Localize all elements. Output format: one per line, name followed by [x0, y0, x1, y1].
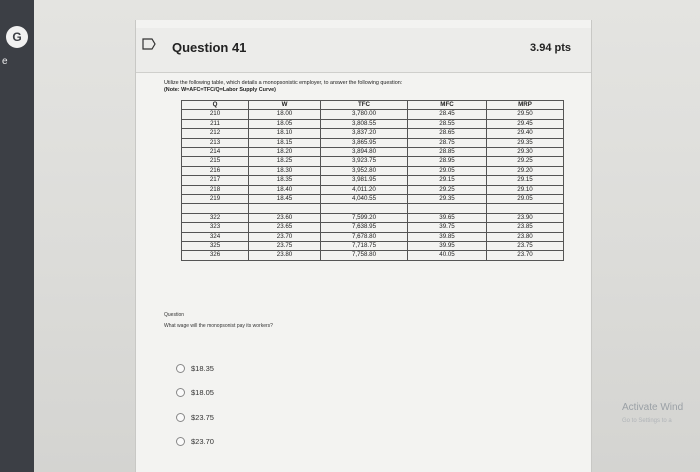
table-cell: 29.40	[487, 129, 564, 138]
table-row	[182, 251, 564, 260]
table-cell: 18.40	[249, 185, 321, 194]
table-cell: 18.05	[249, 119, 321, 128]
table-gap-row	[182, 204, 564, 213]
table-cell: 39.65	[408, 213, 487, 222]
answer-choice-4[interactable]	[176, 437, 214, 446]
table-cell: 218	[182, 185, 249, 194]
table-cell: 322	[182, 213, 249, 222]
table-cell: 23.75	[487, 242, 564, 251]
table-row	[182, 213, 564, 222]
table-cell: 326	[182, 251, 249, 260]
radio-button[interactable]	[176, 364, 185, 373]
data-table	[181, 100, 564, 261]
table-cell: 29.35	[487, 138, 564, 147]
table-cell: 28.75	[408, 138, 487, 147]
table-cell: 29.10	[487, 185, 564, 194]
table-cell: 215	[182, 157, 249, 166]
table-cell: 29.05	[487, 195, 564, 204]
table-row	[182, 138, 564, 147]
sidebar-text: e	[2, 56, 8, 67]
table-cell: 324	[182, 232, 249, 241]
table-cell: 7,718.75	[321, 242, 408, 251]
table-cell: 28.65	[408, 129, 487, 138]
table-cell: 29.15	[487, 176, 564, 185]
table-cell: 216	[182, 166, 249, 175]
table-cell: 18.00	[249, 110, 321, 119]
question-label: Question	[164, 312, 185, 318]
table-cell: 29.25	[487, 157, 564, 166]
table-cell: 39.85	[408, 232, 487, 241]
table-cell: 7,599.20	[321, 213, 408, 222]
table-row	[182, 119, 564, 128]
table-cell: 217	[182, 176, 249, 185]
table-cell: 213	[182, 138, 249, 147]
table-cell: 23.90	[487, 213, 564, 222]
table-cell: 7,638.95	[321, 223, 408, 232]
table-cell: 18.25	[249, 157, 321, 166]
question-points: 3.94 pts	[530, 42, 571, 54]
table-row	[182, 129, 564, 138]
table-cell: 29.50	[487, 110, 564, 119]
table-cell: 23.80	[487, 232, 564, 241]
table-cell: 23.60	[249, 213, 321, 222]
table-cell: 23.85	[487, 223, 564, 232]
question-card	[135, 20, 592, 472]
table-cell: 29.05	[408, 166, 487, 175]
table-cell: 3,981.95	[321, 176, 408, 185]
table-cell: 28.55	[408, 119, 487, 128]
table-cell: 219	[182, 195, 249, 204]
table-row	[182, 232, 564, 241]
table-cell: 29.15	[408, 176, 487, 185]
table-cell: 7,678.80	[321, 232, 408, 241]
table-cell: 323	[182, 223, 249, 232]
answer-choice-1[interactable]	[176, 364, 214, 373]
table-cell: 214	[182, 148, 249, 157]
table-row	[182, 148, 564, 157]
header-w: W	[249, 101, 321, 110]
header-q: Q	[182, 101, 249, 110]
app-icon[interactable]: G	[6, 26, 28, 48]
activate-windows-watermark: Activate Wind	[622, 402, 684, 413]
answer-label: $23.70	[191, 437, 214, 446]
table-cell: 28.45	[408, 110, 487, 119]
table-cell: 23.65	[249, 223, 321, 232]
answer-choice-2[interactable]	[176, 388, 214, 397]
table-cell: 23.70	[249, 232, 321, 241]
table-cell: 28.95	[408, 157, 487, 166]
table-cell: 18.10	[249, 129, 321, 138]
table-cell: 23.80	[249, 251, 321, 260]
table-cell: 3,808.55	[321, 119, 408, 128]
table-cell: 3,780.00	[321, 110, 408, 119]
table-cell: 39.75	[408, 223, 487, 232]
table-cell: 18.30	[249, 166, 321, 175]
question-text: What wage will the monopsonist pay its workers?	[164, 323, 273, 329]
table-cell: 29.25	[408, 185, 487, 194]
answer-choice-3[interactable]	[176, 413, 214, 422]
table-cell: 4,011.20	[321, 185, 408, 194]
table-cell: 29.30	[487, 148, 564, 157]
left-sidebar	[0, 0, 34, 472]
intro-line: Utilize the following table, which details a monopsonistic employer, to answer the following question:	[164, 80, 403, 86]
table-cell: 40.05	[408, 251, 487, 260]
answer-label: $23.75	[191, 413, 214, 422]
table-cell: 7,758.80	[321, 251, 408, 260]
intro-note: (Note: W=AFC=TFC/Q=Labor Supply Curve)	[164, 87, 276, 93]
table-row	[182, 242, 564, 251]
table-header-row	[182, 101, 564, 110]
question-header	[136, 28, 591, 73]
table-cell: 29.45	[487, 119, 564, 128]
table-row	[182, 185, 564, 194]
header-mrp: MRP	[487, 101, 564, 110]
answer-label: $18.35	[191, 364, 214, 373]
table-cell: 39.95	[408, 242, 487, 251]
table-row	[182, 166, 564, 175]
radio-button[interactable]	[176, 437, 185, 446]
table-cell: 18.45	[249, 195, 321, 204]
table-row	[182, 195, 564, 204]
table-cell: 18.35	[249, 176, 321, 185]
table-cell: 29.35	[408, 195, 487, 204]
table-cell: 4,040.55	[321, 195, 408, 204]
table-cell: 211	[182, 119, 249, 128]
table-cell: 28.85	[408, 148, 487, 157]
answer-label: $18.05	[191, 388, 214, 397]
table-cell: 3,865.95	[321, 138, 408, 147]
table-cell: 210	[182, 110, 249, 119]
table-row	[182, 176, 564, 185]
question-title: Question 41	[172, 40, 247, 55]
question-intro	[164, 80, 402, 94]
table-cell: 3,894.80	[321, 148, 408, 157]
table-row	[182, 110, 564, 119]
table-cell: 18.20	[249, 148, 321, 157]
table-row	[182, 157, 564, 166]
radio-button[interactable]	[176, 413, 185, 422]
flag-icon[interactable]	[142, 38, 156, 50]
table-row	[182, 223, 564, 232]
table-cell: 23.75	[249, 242, 321, 251]
header-tfc: TFC	[321, 101, 408, 110]
table-cell: 29.20	[487, 166, 564, 175]
table-cell: 18.15	[249, 138, 321, 147]
table-cell: 3,952.80	[321, 166, 408, 175]
table-cell: 212	[182, 129, 249, 138]
header-mfc: MFC	[408, 101, 487, 110]
table-cell: 3,837.20	[321, 129, 408, 138]
radio-button[interactable]	[176, 388, 185, 397]
table-cell: 23.70	[487, 251, 564, 260]
activate-windows-subtext: Go to Settings to a	[622, 418, 672, 424]
table-cell: 3,923.75	[321, 157, 408, 166]
table-cell: 325	[182, 242, 249, 251]
